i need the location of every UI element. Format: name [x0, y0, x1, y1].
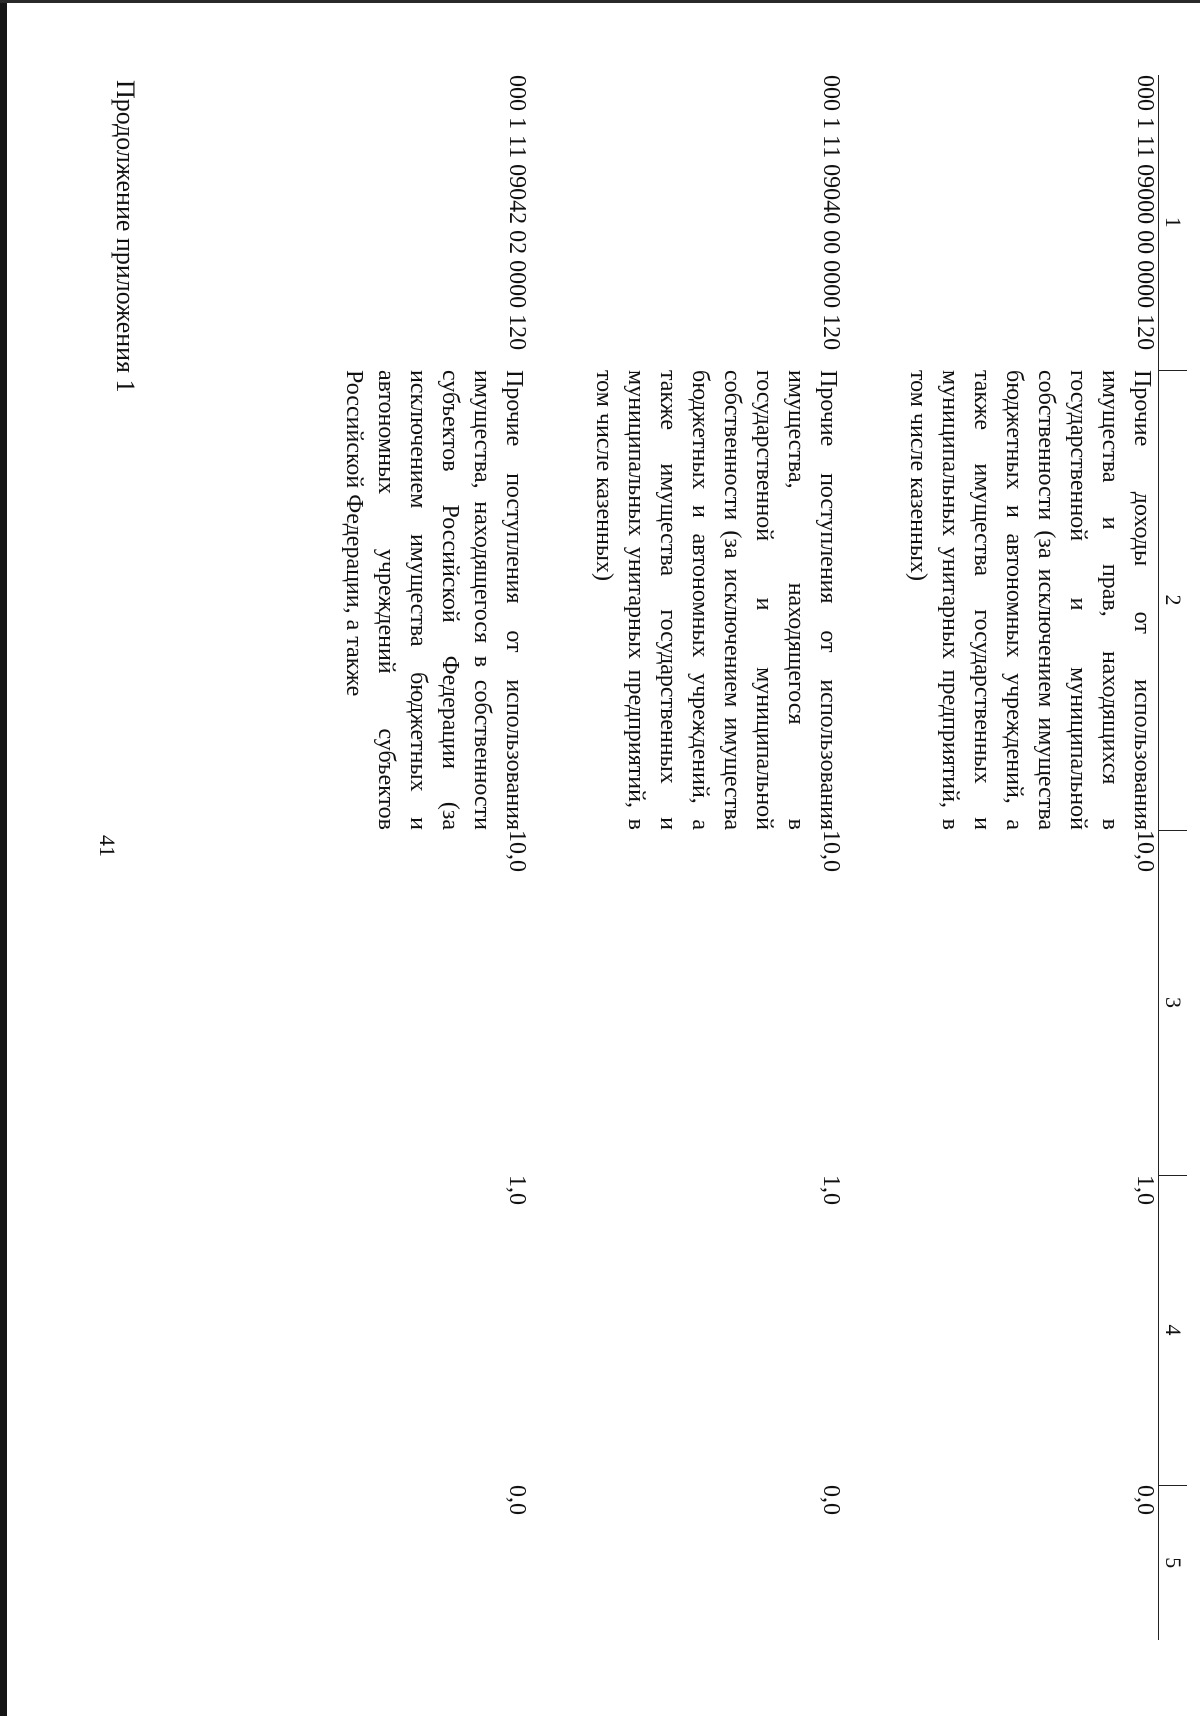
value-col5: 0,0: [504, 1485, 530, 1515]
income-table: [290, 75, 1187, 1640]
budget-code: 000 1 11 09042 02 0000 120: [504, 75, 530, 351]
value-col5: 0,0: [1132, 1485, 1158, 1515]
income-description: [530, 370, 844, 830]
table-row: [530, 75, 844, 1640]
column-header-2: 2: [1159, 370, 1188, 830]
value-col3: 10,0: [818, 830, 844, 872]
table-row: [290, 75, 530, 1640]
header-row: [1159, 75, 1188, 1640]
table-row: [844, 75, 1159, 1640]
value-col5: 0,0: [818, 1485, 844, 1515]
value-col3: 10,0: [504, 830, 530, 872]
budget-code: 000 1 11 09000 00 0000 120: [1132, 75, 1158, 351]
column-header-5: 5: [1159, 1485, 1188, 1640]
page-number: 41: [95, 835, 120, 857]
income-description: [844, 370, 1159, 830]
description-text: Прочие поступления от использования имущества, находящегося в собственности субъектов Российской Федерации (за исключением имущества бюджетных и автономных учреждений субъектов Российской Федерации, а также: [341, 370, 527, 830]
value-col4: 1,0: [818, 1175, 844, 1205]
column-header-4: 4: [1159, 1175, 1188, 1485]
continuation-label: Продолжение приложения 1: [111, 80, 140, 393]
value-col4: 1,0: [1132, 1175, 1158, 1205]
income-description: [290, 370, 530, 830]
column-header-1: 1: [1159, 75, 1188, 370]
value-col4: 1,0: [504, 1175, 530, 1205]
description-text: Прочие поступления от использования имущества, находящегося в государственной и муниципальной собственности (за исключением имущества бюджетных и автономных учреждений, а также имущества государственных и муниципальных унитарных предприятий, в том числе казенных): [591, 370, 841, 830]
column-header-3: 3: [1159, 830, 1188, 1175]
budget-code: 000 1 11 09040 00 0000 120: [818, 75, 844, 351]
value-col3: 10,0: [1132, 830, 1158, 872]
description-text: Прочие доходы от использования имущества и прав, находящихся в государственной и муниципальной собственности (за исключением имущества бюджетных и автономных учреждений, а также имущества государственных и муниципальных унитарных предприятий, в том числе казенных): [905, 370, 1155, 830]
